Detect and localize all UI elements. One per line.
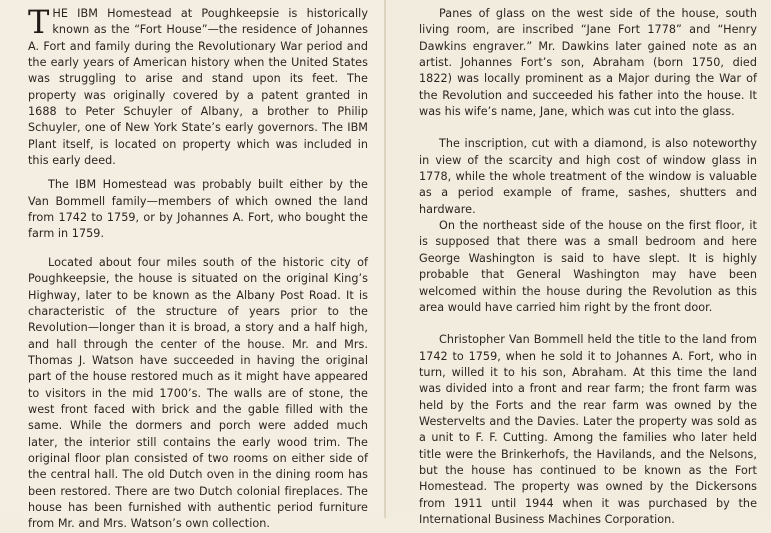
inscription-paragraph: The inscription, cut with a diamond, is also noteworthy in view of the scarcity and high cost of window glass in 1778, while the whole treatment of the window is valuable as a period example of frame, sashes, shutters and hardware. <box>419 137 757 216</box>
builders-paragraph: The IBM Homestead was probably built either by the Van Bommell family—members of which owned the land from 1742 to 1759, or by Johannes A. Fort, who bought the farm in 1759. <box>28 178 368 241</box>
drop-cap: T <box>28 3 50 41</box>
intro-paragraph <box>28 3 368 169</box>
left-text-column <box>28 3 368 533</box>
intro-paragraph-text: HE IBM Homestead at Poughkeepsie is historically known as the “Fort House”—the residence of Johannes A. Fort and family during the Revolutionary War period and the early years of American history when the United States was struggling to arise and stand upon its feet. The property was originally covered by a patent granted in 1688 to Peter Schuyler of Albany, a brother to Philip Schuyler, one of New York State’s early governors. The IBM Plant itself, is located on property which was included in this early deed. <box>28 7 368 168</box>
washington-paragraph: On the northeast side of the house on the first floor, it is supposed that there was a small bedroom and here George Washington is said to have slept. It is highly probable that General Washington may have been welcomed within the house during the Revolution as this area would have carried him right by the front door. <box>419 219 757 314</box>
ownership-paragraph: Christopher Van Bommell held the title to the land from 1742 to 1759, when he sold it to Johannes A. Fort, who in turn, willed it to his son, Abraham. At this time the land was divided into a front and rear farm; the front farm was held by the Forts and the rear farm was owned by the Westervelts and the Davies. Later the property was sold as a unit to F. F. Cutting. Among the families who later held title were the Brinkerhofs, the Havilands, and the Nelsons, but the house has continued to be known as the Fort Homestead. The property was owned by the Dickersons from 1911 until 1944 when it was purchased by the International Business Machines Corporation. <box>419 333 757 526</box>
glass-panes-paragraph: Panes of glass on the west side of the house, south living room, are inscribed “Jane Fort 1778” and “Henry Dawkins engraver.” Mr. Dawkins later gained note as an artist. Johannes Fort’s son, Abraham (born 1750, died 1822) was locally prominent as a Major during the War of the Revolution and succeeded his father into the house. It was his wife’s name, Jane, which was cut into the glass. <box>419 7 757 119</box>
left-page <box>0 0 385 531</box>
location-paragraph: Located about four miles south of the historic city of Poughkeepsie, the house is situated on the original King’s Highway, later to be known as the Albany Post Road. It is characteristic of the structure of years prior to the Revolution—longer than it is broad, a story and a half high, and hall through the center of the house. Mr. and Mrs. Thomas J. Watson have succeeded in having the original part of the house restored much as it might have appeared to visitors in the mid 1700’s. The walls are of stone, the west front faced with brick and the gable filled with the same. While the dormers and porch were added much later, the interior still contains the early wood trim. The original floor plan consisted of two rooms on either side of the central hall. The old Dutch oven in the dining room has been restored. There are two Dutch colonial fireplaces. The house has been furnished with authentic period furniture from Mr. and Mrs. Watson’s own collection. <box>28 255 368 531</box>
right-page <box>386 0 771 526</box>
right-text-column <box>419 6 757 528</box>
